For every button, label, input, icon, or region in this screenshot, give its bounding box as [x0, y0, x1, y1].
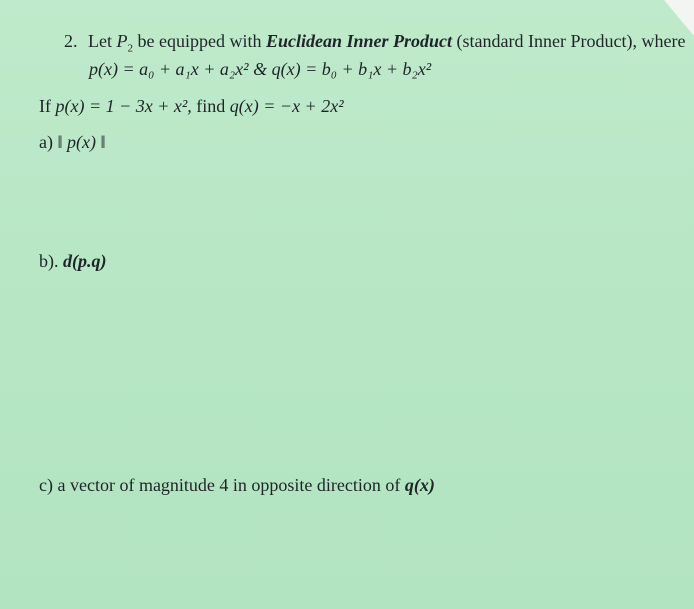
question-intro-post: (standard Inner Product), where: [456, 31, 686, 51]
p-definition: p(x) = a₀ + a₁x + a₂x²: [89, 59, 249, 79]
part-c: [39, 474, 435, 496]
question-intro-mid: be equipped with: [137, 31, 262, 51]
given-polynomials: [39, 95, 344, 117]
question-intro-pre: Let: [88, 31, 112, 51]
question-header: [64, 30, 686, 55]
space-symbol: P: [116, 31, 128, 51]
part-b-expression: d(p.q): [63, 251, 107, 271]
part-a: [39, 131, 106, 153]
given-find-word: find: [196, 96, 226, 116]
part-c-expression: q(x): [404, 475, 435, 495]
polynomial-definitions: [89, 58, 431, 80]
q-definition: q(x) = b₀ + b₁x + b₂x²: [271, 59, 432, 79]
part-a-expression: ‖ p(x) ‖: [57, 132, 106, 152]
question-number: 2.: [64, 31, 78, 51]
given-p-expression: p(x) = 1 − 3x + x²,: [55, 96, 192, 116]
inner-product-name: Euclidean Inner Product: [265, 31, 453, 51]
part-b: [39, 250, 107, 272]
part-b-label: b).: [39, 251, 59, 271]
given-q-expression: q(x) = −x + 2x²: [229, 96, 344, 116]
given-prefix: If: [39, 96, 51, 116]
definition-join: &: [253, 59, 268, 79]
part-a-label: a): [39, 132, 53, 152]
part-c-text: c) a vector of magnitude 4 in opposite direction of: [39, 475, 401, 495]
space-subscript: 2: [127, 42, 133, 55]
